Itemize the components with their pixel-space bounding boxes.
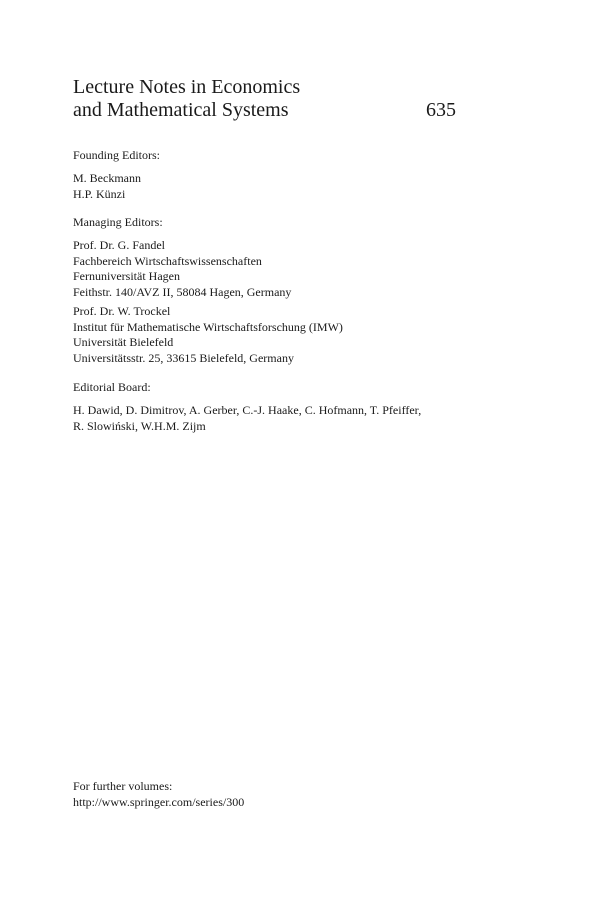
- editor-name: Prof. Dr. G. Fandel: [73, 238, 165, 252]
- founding-editors-list: [73, 171, 141, 202]
- editorial-board-heading: Editorial Board:: [73, 380, 151, 394]
- editor-name: Prof. Dr. W. Trockel: [73, 304, 171, 318]
- editor-institution: Universität Bielefeld: [73, 335, 174, 350]
- further-volumes-label: For further volumes:: [73, 779, 173, 793]
- founding-editor-name: H.P. Künzi: [73, 186, 126, 201]
- further-volumes: [73, 779, 244, 810]
- editor-street-address: Feithstr. 140/AVZ II, 58084 Hagen, Germany: [73, 284, 292, 299]
- editorial-board-line: R. Slowiński, W.H.M. Zijm: [73, 418, 206, 433]
- founding-editor-name: M. Beckmann: [73, 171, 141, 185]
- editorial-board-line: H. Dawid, D. Dimitrov, A. Gerber, C.-J. Haake, C. Hofmann, T. Pfeiffer,: [73, 403, 422, 417]
- volume-number: 635: [426, 99, 456, 121]
- series-title-line-1: Lecture Notes in Economics: [73, 76, 301, 98]
- series-title-line-2: and Mathematical Systems: [73, 99, 289, 121]
- editor-department: Institut für Mathematische Wirtschaftsforschung (IMW): [73, 319, 343, 334]
- founding-editors-heading: Founding Editors:: [73, 148, 161, 162]
- managing-editors-heading: Managing Editors:: [73, 215, 163, 229]
- series-url-link[interactable]: http://www.springer.com/series/300: [73, 794, 245, 809]
- editorial-board-list: [73, 403, 421, 434]
- managing-editor-address: [73, 238, 291, 300]
- editor-department: Fachbereich Wirtschaftswissenschaften: [73, 253, 262, 268]
- editor-street-address: Universitätsstr. 25, 33615 Bielefeld, Germany: [73, 350, 294, 365]
- series-title: [73, 76, 463, 122]
- editor-institution: Fernuniversität Hagen: [73, 269, 180, 284]
- managing-editor-address: [73, 304, 343, 366]
